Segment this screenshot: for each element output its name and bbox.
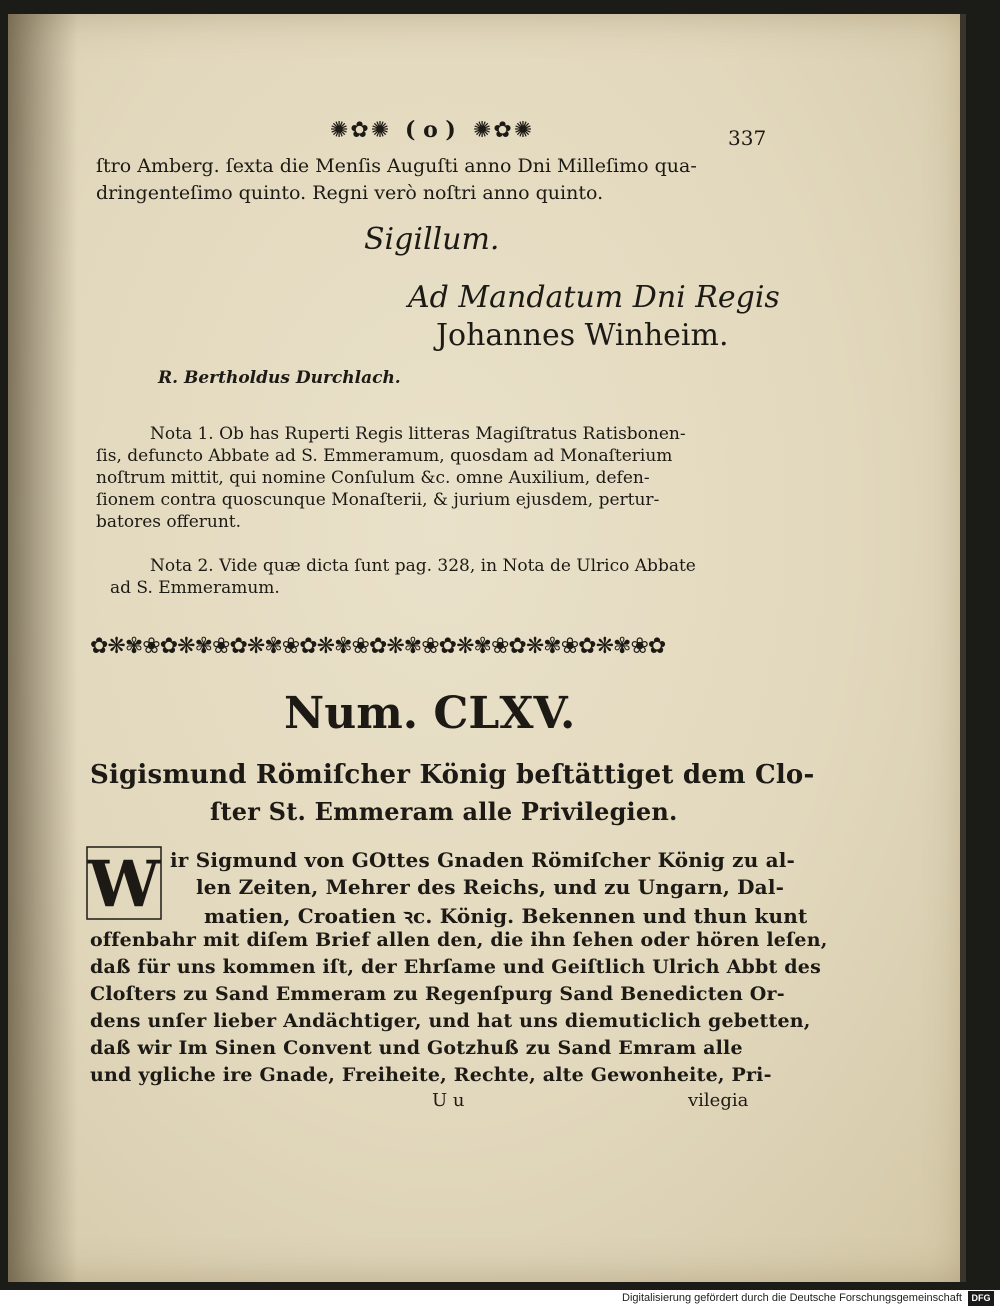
dfg-logo: DFG (968, 1291, 994, 1306)
body-line-8: daß wir Im Sinen Convent und Gotzhuß zu Sand Emram alle (90, 1037, 743, 1059)
gutter-shadow (8, 14, 78, 1282)
body-line-4: offenbahr mit diſem Brief allen den, die ihn ſehen oder hören leſen, (90, 929, 828, 951)
registrar: R. Bertholdus Durchlach. (158, 368, 401, 388)
body-line-3: matien, Croatien ꝛc. König. Bekennen und thun kunt (204, 904, 808, 928)
catchword: vilegia (688, 1090, 749, 1111)
body-line-7: dens unſer lieber Andächtiger, und hat uns diemuticlich gebetten, (90, 1010, 811, 1032)
page-number: 337 (728, 126, 767, 150)
mandatum: Ad Mandatum Dni Regis (408, 280, 780, 315)
nota1-line-5: batores offerunt. (96, 512, 242, 532)
body-line-2: len Zeiten, Mehrer des Reichs, und zu Ungarn, Dal- (196, 875, 785, 899)
header-ornament-right: ✺✿✺ (473, 118, 535, 143)
drop-cap-W (86, 846, 162, 920)
body-line-6: Cloſters zu Sand Emmeram zu Regenſpurg Sand Benedicten Or- (90, 983, 785, 1005)
nota2-line-2: ad S. Emmeramum. (110, 578, 280, 598)
footer-credit: Digitalisierung gefördert durch die Deutsche Forschungsgemeinschaft (622, 1292, 962, 1304)
document-number: Num. CLXV. (284, 688, 576, 739)
ornamental-divider: ✿❋✾❀✿❋✾❀✿❋✾❀✿❋✾❀✿❋✾❀✿❋✾❀✿❋✾❀✿❋✾❀✿ (90, 634, 666, 659)
nota1-line-2: ſis, defuncto Abbate ad S. Emmeramum, quosdam ad Monaſterium (96, 446, 673, 466)
signature-mark: U u (432, 1090, 465, 1111)
page-edge (960, 14, 966, 1282)
document-title-line-1: Sigismund Römiſcher König beſtättiget dem Clo- (90, 760, 815, 790)
signer: Johannes Winheim. (436, 318, 729, 353)
svg-text:W: W (88, 847, 160, 920)
sigillum: Sigillum. (364, 222, 500, 257)
body-line-5: daß für uns kommen iſt, der Ehrſame und Geiſtlich Ulrich Abbt des (90, 956, 821, 978)
nota2-line-1: Nota 2. Vide quæ dicta ſunt pag. 328, in Nota de Ulrico Abbate (150, 556, 696, 576)
text-line-1: ſtro Amberg. ſexta die Menſis Auguſti anno Dni Milleſimo qua- (96, 155, 697, 177)
body-line-1: ir Sigmund von GOttes Gnaden Römiſcher König zu al- (170, 848, 796, 872)
nota1-line-3: noſtrum mittit, qui nomine Conſulum &c. omne Auxilium, defen- (96, 468, 650, 488)
header-center: ( o ) (405, 117, 456, 143)
nota1-line-4: ſionem contra quoscunque Monaſterii, & jurium ejusdem, pertur- (96, 490, 660, 510)
body-line-9: und ygliche ire Gnade, Freiheite, Rechte, alte Gewonheite, Pri- (90, 1064, 772, 1086)
header-ornament-left: ✺✿✺ (330, 118, 392, 143)
nota1-line-1: Nota 1. Ob has Ruperti Regis litteras Magiſtratus Ratisbonen- (150, 424, 686, 444)
text-line-2: dringenteſimo quinto. Regni verò noſtri anno quinto. (96, 182, 604, 204)
document-title-line-2: ſter St. Emmeram alle Privilegien. (210, 797, 678, 826)
footer-bar (0, 1290, 1000, 1309)
